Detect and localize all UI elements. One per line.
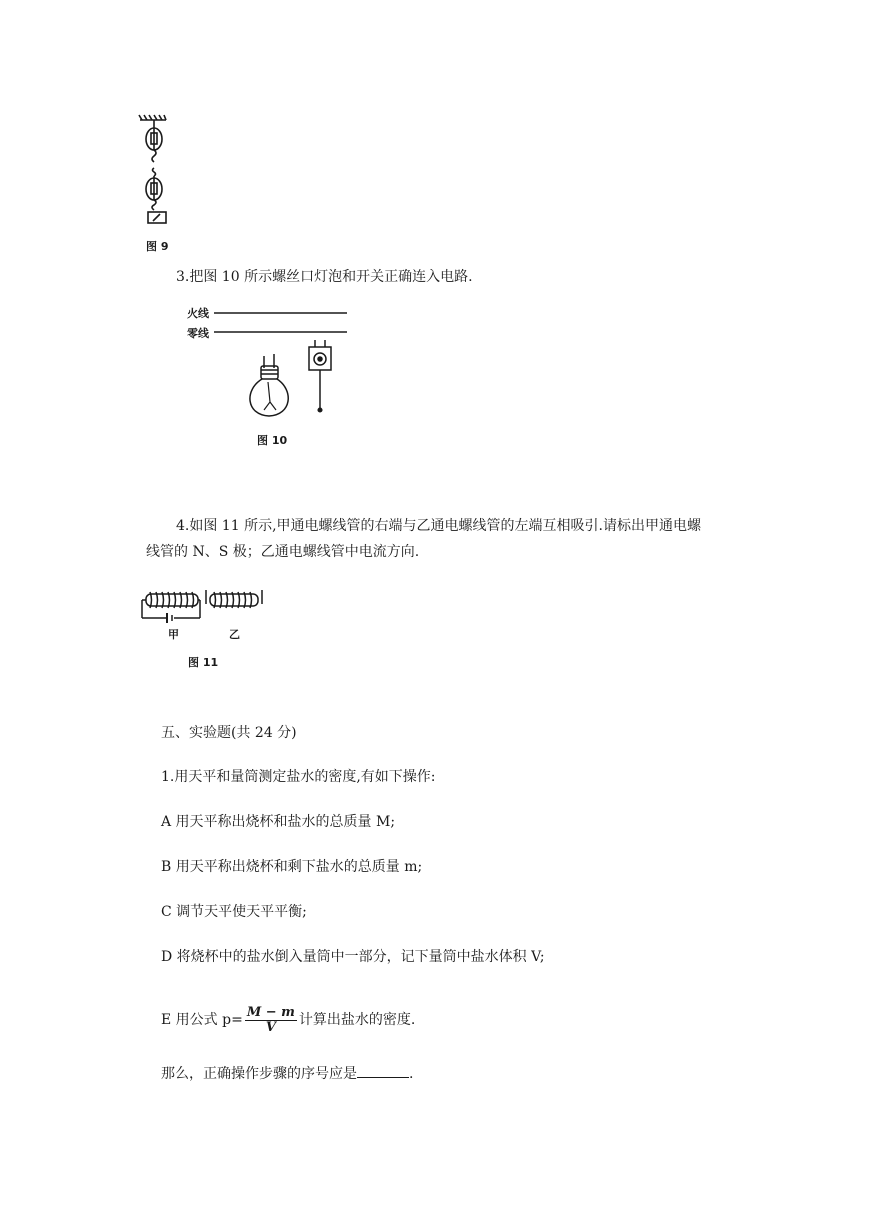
figure10-diagram	[214, 300, 364, 430]
experiment-1-intro: 1.用天平和量筒测定盐水的密度,有如下操作:	[161, 769, 436, 785]
figure11-caption: 图 11	[188, 656, 219, 669]
step-e-suffix: 计算出盐水的密度.	[298, 1012, 416, 1028]
question-3: 3.把图 10 所示螺丝口灯泡和开关正确连入电路.	[176, 269, 473, 285]
figure9-caption: 图 9	[146, 240, 169, 253]
figure10-caption: 图 10	[257, 434, 288, 447]
figure11-label-yi: 乙	[229, 628, 240, 641]
figure11-diagram	[140, 588, 280, 628]
answer-question-end: .	[409, 1066, 414, 1082]
figure11-label-jia: 甲	[168, 628, 179, 641]
live-wire-label: 火线	[187, 307, 209, 320]
answer-question-text: 那么，正确操作步骤的序号应是	[161, 1066, 357, 1082]
question-4-line2: 线管的 N、S 极；乙通电螺线管中电流方向.	[146, 544, 420, 560]
step-e	[161, 1000, 415, 1040]
step-b: B 用天平称出烧杯和剩下盐水的总质量 m;	[161, 859, 423, 875]
formula-denominator: V	[265, 1019, 276, 1035]
figure9-diagram	[138, 114, 178, 224]
step-c: C 调节天平使天平平衡;	[161, 904, 307, 920]
formula-numerator: M − m	[246, 1004, 295, 1020]
neutral-wire-label: 零线	[187, 327, 209, 340]
answer-question	[161, 1063, 413, 1084]
question-4-line1: 4.如图 11 所示,甲通电螺线管的右端与乙通电螺线管的左端互相吸引.请标出甲通电螺	[176, 518, 701, 534]
step-a: A 用天平称出烧杯和盐水的总质量 M;	[161, 814, 396, 830]
step-d: D 将烧杯中的盐水倒入量筒中一部分，记下量筒中盐水体积 V;	[161, 949, 545, 965]
step-e-prefix: E 用公式 p=	[161, 1012, 243, 1028]
section-5-heading: 五、实验题(共 24 分)	[161, 725, 297, 741]
answer-blank[interactable]	[357, 1063, 409, 1078]
density-formula	[245, 1006, 297, 1035]
